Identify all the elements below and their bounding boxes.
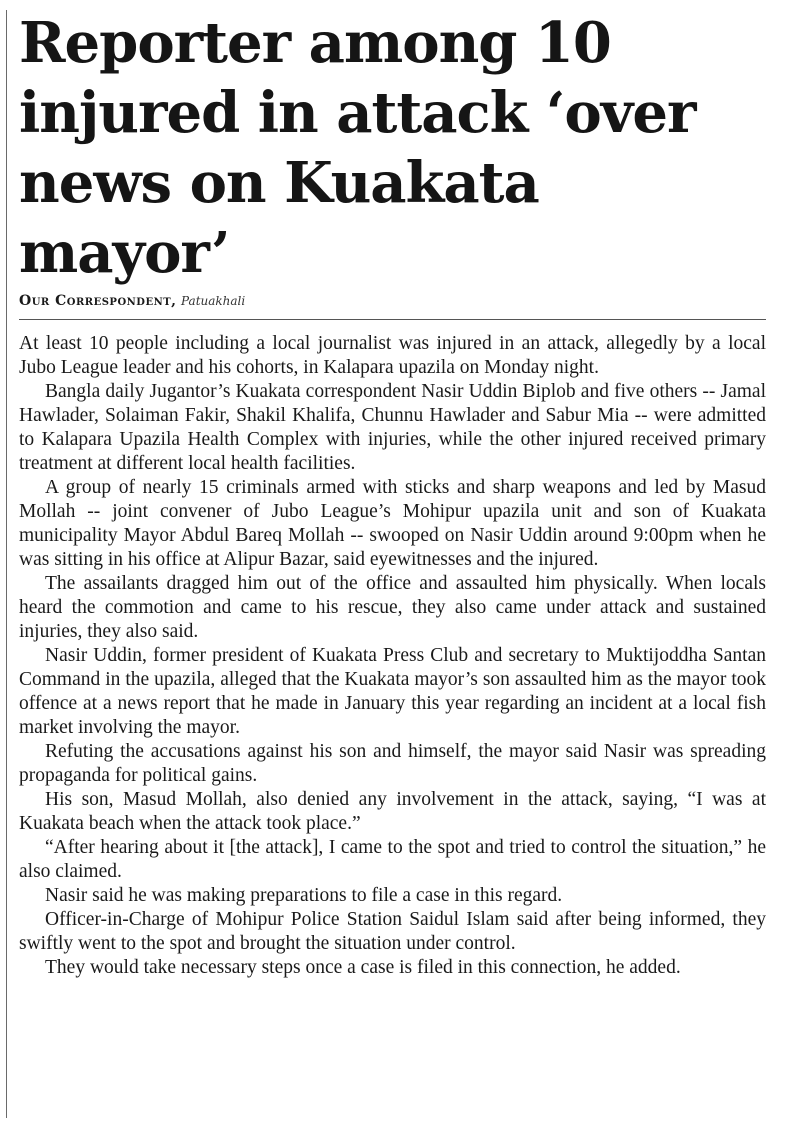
column-rule — [6, 10, 7, 1118]
headline: Reporter among 10 injured in attack ‘over news on Kuakata mayor’ — [19, 10, 696, 286]
byline-author: Our Correspondent, — [19, 293, 177, 309]
paragraph: “After hearing about it [the attack], I came to the spot and tried to control the situation,” he also claimed. — [19, 837, 766, 882]
paragraph: A group of nearly 15 criminals armed with sticks and sharp weapons and led by Masud Mollah -- joint convener of Jubo League’s Mohipur upazila unit and son of Kuakata municipality Mayor Abdul Bareq Mollah -- swooped on Nasir Uddin around 9:00pm when he was sitting in his office at Alipur Bazar, said eyewitnesses and the injured. — [19, 477, 766, 570]
paragraph: Officer-in-Charge of Mohipur Police Station Saidul Islam said after being informed, they swiftly went to the spot and brought the situation under control. — [19, 909, 766, 954]
paragraph: Bangla daily Jugantor’s Kuakata correspondent Nasir Uddin Biplob and five others -- Jamal Hawlader, Solaiman Fakir, Shakil Khalifa, Chunnu Hawlader and Sabur Mia -- were admitted to Kalapara Upazila Health Complex with injuries, while the other injured received primary treatment at different local health facilities. — [19, 381, 766, 474]
byline-divider — [19, 319, 766, 320]
article-body — [19, 332, 766, 980]
article — [19, 8, 766, 980]
paragraph: His son, Masud Mollah, also denied any involvement in the attack, saying, “I was at Kuakata beach when the attack took place.” — [19, 789, 766, 834]
byline — [19, 290, 766, 312]
byline-place: Patuakhali — [181, 294, 246, 308]
paragraph: Nasir Uddin, former president of Kuakata Press Club and secretary to Muktijoddha Santan Command in the upazila, alleged that the Kuakata mayor’s son assaulted him as the mayor took offence at a news report that he made in January this year regarding an incident at a local fish market involving the mayor. — [19, 645, 766, 738]
paragraph: Refuting the accusations against his son and himself, the mayor said Nasir was spreading propaganda for political gains. — [19, 741, 766, 786]
paragraph: They would take necessary steps once a case is filed in this connection, he added. — [45, 957, 681, 978]
paragraph: The assailants dragged him out of the office and assaulted him physically. When locals heard the commotion and came to his rescue, they also came under attack and sustained injuries, they also said. — [19, 573, 766, 642]
paragraph: Nasir said he was making preparations to file a case in this regard. — [45, 885, 563, 906]
paragraph: At least 10 people including a local journalist was injured in an attack, allegedly by a local Jubo League leader and his cohorts, in Kalapara upazila on Monday night. — [19, 333, 766, 378]
